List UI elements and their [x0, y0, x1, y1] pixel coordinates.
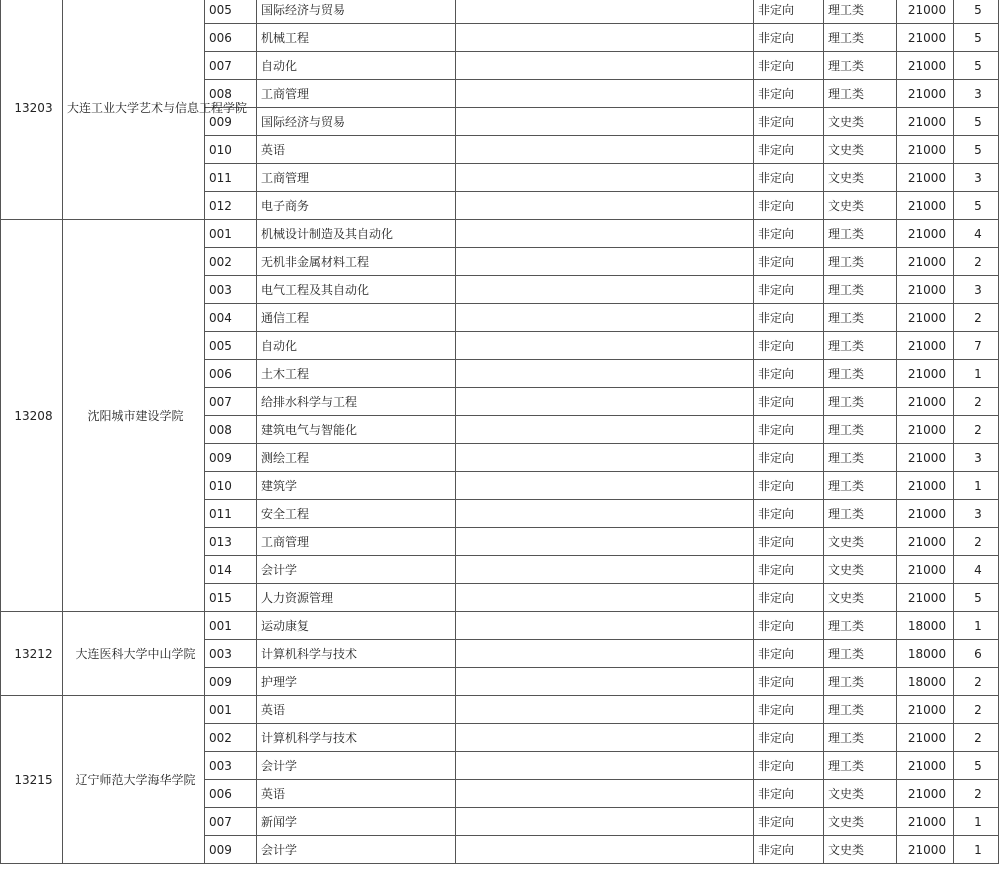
category-cell: 文史类	[824, 556, 897, 584]
plan-type-cell: 非定向	[754, 556, 824, 584]
major-name-cell: 电子商务	[257, 192, 456, 220]
major-code-cell: 012	[205, 192, 257, 220]
table-row	[1, 696, 999, 724]
tuition-cell: 21000	[897, 780, 954, 808]
tuition-cell: 18000	[897, 668, 954, 696]
plan-type-cell: 非定向	[754, 500, 824, 528]
quota-cell: 2	[954, 388, 999, 416]
school-code-cell: 13208	[1, 220, 63, 612]
category-cell: 理工类	[824, 500, 897, 528]
quota-cell: 2	[954, 248, 999, 276]
category-cell: 文史类	[824, 808, 897, 836]
major-name-cell: 英语	[257, 780, 456, 808]
category-cell: 理工类	[824, 52, 897, 80]
tuition-cell: 21000	[897, 24, 954, 52]
quota-cell: 4	[954, 220, 999, 248]
major-name-cell: 工商管理	[257, 164, 456, 192]
category-cell: 文史类	[824, 192, 897, 220]
category-cell: 理工类	[824, 752, 897, 780]
plan-type-cell: 非定向	[754, 304, 824, 332]
quota-cell: 7	[954, 332, 999, 360]
plan-type-cell: 非定向	[754, 696, 824, 724]
note-cell	[456, 808, 754, 836]
plan-type-cell: 非定向	[754, 332, 824, 360]
note-cell	[456, 584, 754, 612]
major-name-cell: 无机非金属材料工程	[257, 248, 456, 276]
plan-type-cell: 非定向	[754, 528, 824, 556]
quota-cell: 3	[954, 164, 999, 192]
quota-cell: 2	[954, 304, 999, 332]
tuition-cell: 21000	[897, 136, 954, 164]
note-cell	[456, 668, 754, 696]
tuition-cell: 21000	[897, 724, 954, 752]
major-code-cell: 009	[205, 668, 257, 696]
category-cell: 理工类	[824, 640, 897, 668]
major-code-cell: 003	[205, 752, 257, 780]
quota-cell: 3	[954, 276, 999, 304]
note-cell	[456, 780, 754, 808]
plan-type-cell: 非定向	[754, 192, 824, 220]
category-cell: 理工类	[824, 0, 897, 24]
note-cell	[456, 640, 754, 668]
major-name-cell: 土木工程	[257, 360, 456, 388]
quota-cell: 5	[954, 108, 999, 136]
plan-type-cell: 非定向	[754, 24, 824, 52]
school-name-cell: 沈阳城市建设学院	[63, 220, 205, 612]
major-code-cell: 013	[205, 528, 257, 556]
major-name-cell: 计算机科学与技术	[257, 640, 456, 668]
category-cell: 文史类	[824, 164, 897, 192]
tuition-cell: 21000	[897, 808, 954, 836]
tuition-cell: 21000	[897, 304, 954, 332]
note-cell	[456, 836, 754, 864]
major-name-cell: 测绘工程	[257, 444, 456, 472]
major-name-cell: 英语	[257, 136, 456, 164]
tuition-cell: 21000	[897, 52, 954, 80]
plan-type-cell: 非定向	[754, 808, 824, 836]
quota-cell: 3	[954, 80, 999, 108]
plan-type-cell: 非定向	[754, 220, 824, 248]
major-code-cell: 002	[205, 724, 257, 752]
plan-type-cell: 非定向	[754, 584, 824, 612]
tuition-cell: 21000	[897, 80, 954, 108]
note-cell	[456, 136, 754, 164]
note-cell	[456, 52, 754, 80]
quota-cell: 5	[954, 136, 999, 164]
note-cell	[456, 444, 754, 472]
major-code-cell: 010	[205, 472, 257, 500]
major-code-cell: 009	[205, 444, 257, 472]
category-cell: 理工类	[824, 416, 897, 444]
note-cell	[456, 108, 754, 136]
quota-cell: 3	[954, 444, 999, 472]
plan-type-cell: 非定向	[754, 724, 824, 752]
plan-type-cell: 非定向	[754, 136, 824, 164]
quota-cell: 5	[954, 52, 999, 80]
tuition-cell: 21000	[897, 276, 954, 304]
plan-type-cell: 非定向	[754, 108, 824, 136]
plan-type-cell: 非定向	[754, 444, 824, 472]
category-cell: 理工类	[824, 80, 897, 108]
quota-cell: 3	[954, 500, 999, 528]
category-cell: 文史类	[824, 836, 897, 864]
category-cell: 理工类	[824, 724, 897, 752]
major-name-cell: 工商管理	[257, 528, 456, 556]
major-code-cell: 006	[205, 24, 257, 52]
major-name-cell: 通信工程	[257, 304, 456, 332]
tuition-cell: 21000	[897, 500, 954, 528]
major-name-cell: 安全工程	[257, 500, 456, 528]
plan-type-cell: 非定向	[754, 52, 824, 80]
major-name-cell: 给排水科学与工程	[257, 388, 456, 416]
plan-type-cell: 非定向	[754, 472, 824, 500]
plan-type-cell: 非定向	[754, 640, 824, 668]
major-code-cell: 006	[205, 360, 257, 388]
major-name-cell: 国际经济与贸易	[257, 0, 456, 24]
note-cell	[456, 192, 754, 220]
tuition-cell: 21000	[897, 0, 954, 24]
tuition-cell: 21000	[897, 248, 954, 276]
tuition-cell: 21000	[897, 360, 954, 388]
major-name-cell: 工商管理	[257, 80, 456, 108]
quota-cell: 2	[954, 780, 999, 808]
major-code-cell: 008	[205, 416, 257, 444]
note-cell	[456, 80, 754, 108]
major-name-cell: 英语	[257, 696, 456, 724]
major-code-cell: 003	[205, 640, 257, 668]
quota-cell: 1	[954, 612, 999, 640]
plan-type-cell: 非定向	[754, 612, 824, 640]
major-name-cell: 自动化	[257, 52, 456, 80]
major-name-cell: 机械工程	[257, 24, 456, 52]
school-name-cell: 大连工业大学艺术与信息工程学院	[63, 0, 205, 220]
category-cell: 理工类	[824, 276, 897, 304]
major-name-cell: 建筑学	[257, 472, 456, 500]
category-cell: 理工类	[824, 360, 897, 388]
note-cell	[456, 248, 754, 276]
tuition-cell: 21000	[897, 388, 954, 416]
major-name-cell: 会计学	[257, 752, 456, 780]
quota-cell: 1	[954, 360, 999, 388]
tuition-cell: 21000	[897, 332, 954, 360]
plan-type-cell: 非定向	[754, 388, 824, 416]
category-cell: 文史类	[824, 108, 897, 136]
quota-cell: 1	[954, 836, 999, 864]
major-name-cell: 国际经济与贸易	[257, 108, 456, 136]
major-code-cell: 001	[205, 612, 257, 640]
plan-type-cell: 非定向	[754, 668, 824, 696]
category-cell: 理工类	[824, 612, 897, 640]
note-cell	[456, 724, 754, 752]
quota-cell: 5	[954, 0, 999, 24]
school-name-cell: 大连医科大学中山学院	[63, 612, 205, 696]
major-name-cell: 电气工程及其自动化	[257, 276, 456, 304]
major-name-cell: 新闻学	[257, 808, 456, 836]
quota-cell: 2	[954, 668, 999, 696]
quota-cell: 1	[954, 472, 999, 500]
plan-type-cell: 非定向	[754, 836, 824, 864]
category-cell: 理工类	[824, 304, 897, 332]
major-name-cell: 自动化	[257, 332, 456, 360]
tuition-cell: 21000	[897, 556, 954, 584]
quota-cell: 5	[954, 584, 999, 612]
quota-cell: 6	[954, 640, 999, 668]
major-name-cell: 计算机科学与技术	[257, 724, 456, 752]
category-cell: 文史类	[824, 136, 897, 164]
school-code-cell: 13203	[1, 0, 63, 220]
note-cell	[456, 332, 754, 360]
major-name-cell: 建筑电气与智能化	[257, 416, 456, 444]
major-code-cell: 006	[205, 780, 257, 808]
tuition-cell: 21000	[897, 472, 954, 500]
quota-cell: 4	[954, 556, 999, 584]
category-cell: 理工类	[824, 668, 897, 696]
tuition-cell: 21000	[897, 584, 954, 612]
quota-cell: 1	[954, 808, 999, 836]
note-cell	[456, 304, 754, 332]
category-cell: 理工类	[824, 24, 897, 52]
table-row	[1, 612, 999, 640]
category-cell: 理工类	[824, 220, 897, 248]
tuition-cell: 21000	[897, 752, 954, 780]
category-cell: 理工类	[824, 332, 897, 360]
major-code-cell: 002	[205, 248, 257, 276]
note-cell	[456, 24, 754, 52]
major-name-cell: 会计学	[257, 556, 456, 584]
major-name-cell: 护理学	[257, 668, 456, 696]
major-code-cell: 005	[205, 332, 257, 360]
plan-type-cell: 非定向	[754, 780, 824, 808]
quota-cell: 2	[954, 528, 999, 556]
major-code-cell: 011	[205, 500, 257, 528]
major-code-cell: 003	[205, 276, 257, 304]
note-cell	[456, 472, 754, 500]
plan-type-cell: 非定向	[754, 80, 824, 108]
note-cell	[456, 220, 754, 248]
tuition-cell: 18000	[897, 640, 954, 668]
plan-type-cell: 非定向	[754, 752, 824, 780]
quota-cell: 5	[954, 24, 999, 52]
major-code-cell: 014	[205, 556, 257, 584]
major-code-cell: 015	[205, 584, 257, 612]
note-cell	[456, 0, 754, 24]
major-code-cell: 004	[205, 304, 257, 332]
note-cell	[456, 416, 754, 444]
tuition-cell: 21000	[897, 416, 954, 444]
category-cell: 文史类	[824, 584, 897, 612]
tuition-cell: 21000	[897, 696, 954, 724]
school-code-cell: 13215	[1, 696, 63, 864]
tuition-cell: 21000	[897, 220, 954, 248]
plan-type-cell: 非定向	[754, 416, 824, 444]
major-name-cell: 运动康复	[257, 612, 456, 640]
major-code-cell: 007	[205, 808, 257, 836]
major-name-cell: 机械设计制造及其自动化	[257, 220, 456, 248]
category-cell: 理工类	[824, 388, 897, 416]
plan-type-cell: 非定向	[754, 0, 824, 24]
tuition-cell: 21000	[897, 192, 954, 220]
note-cell	[456, 528, 754, 556]
quota-cell: 5	[954, 192, 999, 220]
major-code-cell: 008	[205, 80, 257, 108]
table-row	[1, 220, 999, 248]
major-code-cell: 010	[205, 136, 257, 164]
quota-cell: 2	[954, 416, 999, 444]
category-cell: 理工类	[824, 696, 897, 724]
category-cell: 理工类	[824, 444, 897, 472]
school-code-cell: 13212	[1, 612, 63, 696]
major-code-cell: 001	[205, 220, 257, 248]
major-code-cell: 011	[205, 164, 257, 192]
category-cell: 理工类	[824, 472, 897, 500]
note-cell	[456, 500, 754, 528]
major-code-cell: 005	[205, 0, 257, 24]
note-cell	[456, 752, 754, 780]
note-cell	[456, 360, 754, 388]
plan-type-cell: 非定向	[754, 276, 824, 304]
quota-cell: 2	[954, 696, 999, 724]
category-cell: 文史类	[824, 528, 897, 556]
major-code-cell: 009	[205, 836, 257, 864]
quota-cell: 2	[954, 724, 999, 752]
note-cell	[456, 164, 754, 192]
category-cell: 理工类	[824, 248, 897, 276]
note-cell	[456, 388, 754, 416]
major-code-cell: 001	[205, 696, 257, 724]
tuition-cell: 21000	[897, 444, 954, 472]
major-name-cell: 人力资源管理	[257, 584, 456, 612]
tuition-cell: 18000	[897, 612, 954, 640]
major-code-cell: 007	[205, 52, 257, 80]
note-cell	[456, 276, 754, 304]
plan-type-cell: 非定向	[754, 164, 824, 192]
tuition-cell: 21000	[897, 836, 954, 864]
major-name-cell: 会计学	[257, 836, 456, 864]
quota-cell: 5	[954, 752, 999, 780]
plan-type-cell: 非定向	[754, 248, 824, 276]
table-body	[1, 0, 999, 864]
note-cell	[456, 556, 754, 584]
major-code-cell: 007	[205, 388, 257, 416]
tuition-cell: 21000	[897, 164, 954, 192]
major-code-cell: 009	[205, 108, 257, 136]
tuition-cell: 21000	[897, 528, 954, 556]
category-cell: 文史类	[824, 780, 897, 808]
tuition-cell: 21000	[897, 108, 954, 136]
school-name-cell: 辽宁师范大学海华学院	[63, 696, 205, 864]
note-cell	[456, 696, 754, 724]
note-cell	[456, 612, 754, 640]
table-row	[1, 0, 999, 24]
plan-type-cell: 非定向	[754, 360, 824, 388]
